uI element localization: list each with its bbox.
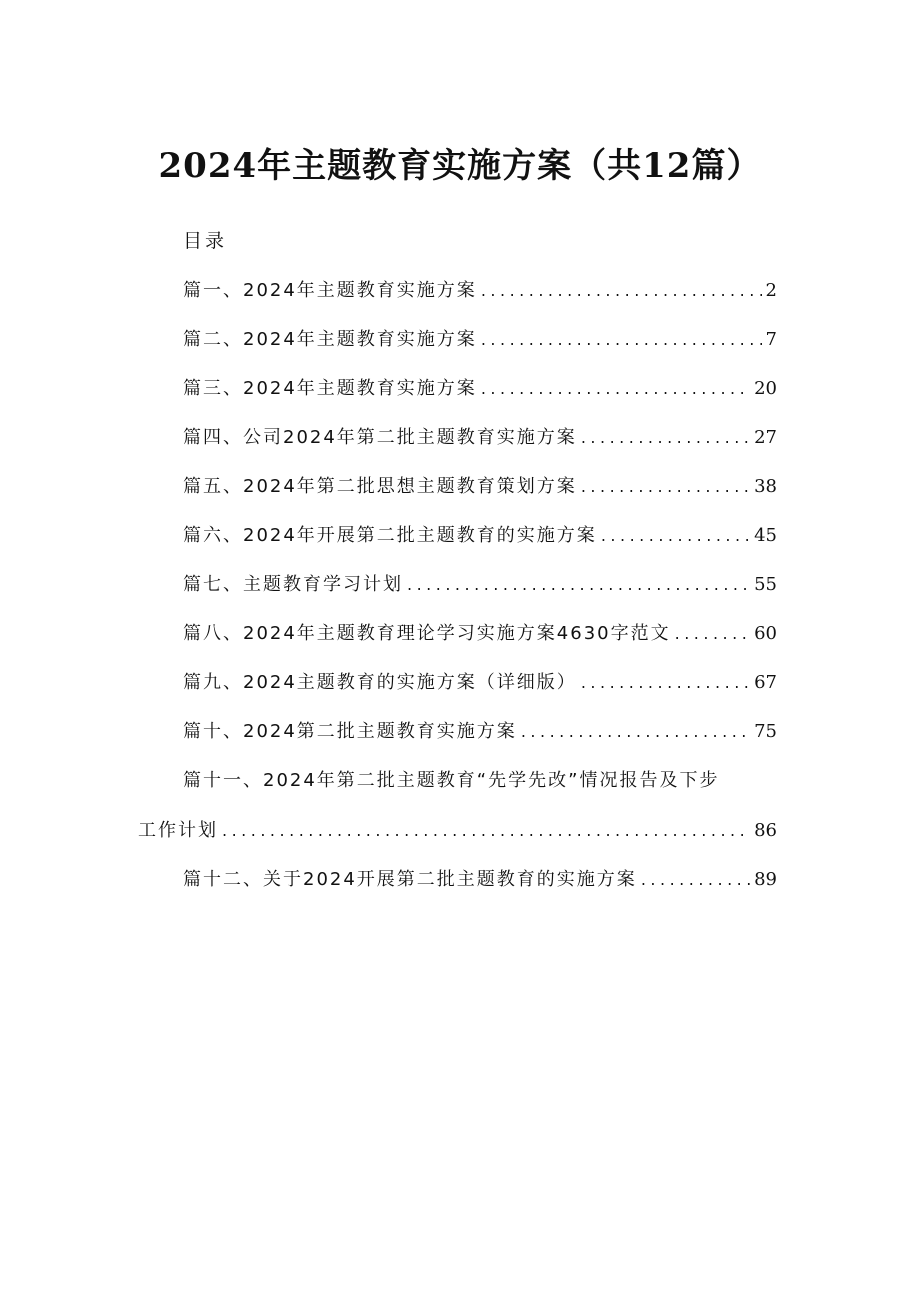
toc-entry[interactable] xyxy=(183,717,777,747)
toc-leader-dots xyxy=(581,673,750,692)
toc-entry-page: 89 xyxy=(754,869,777,890)
toc-leader-dots xyxy=(641,870,750,889)
toc-leader-dots xyxy=(407,575,750,594)
toc-entry-page: 38 xyxy=(754,476,777,497)
toc-entry-title: 篇七、主题教育学习计划 xyxy=(183,574,403,595)
toc-entry-page: 60 xyxy=(754,623,777,644)
toc-entry-title: 篇一、2024年主题教育实施方案 xyxy=(183,280,477,301)
toc-entry-title: 篇四、公司2024年第二批主题教育实施方案 xyxy=(183,427,577,448)
toc-entry[interactable] xyxy=(183,423,777,453)
toc-entry[interactable] xyxy=(183,668,777,698)
toc-entry[interactable] xyxy=(183,521,777,551)
toc-leader-dots xyxy=(581,477,750,496)
toc-entry-page: 7 xyxy=(765,329,777,350)
toc-leader-dots xyxy=(601,526,750,545)
toc-entry[interactable] xyxy=(183,325,777,355)
toc-entry[interactable] xyxy=(138,816,777,846)
toc-entry-title-line2: 工作计划 xyxy=(138,820,218,841)
toc-entry-page: 55 xyxy=(754,574,777,595)
toc-entry-title-line1[interactable]: 篇十一、2024年第二批主题教育“先学先改”情况报告及下步 xyxy=(183,770,720,791)
toc-entry-title: 篇十、2024第二批主题教育实施方案 xyxy=(183,721,517,742)
toc-entry-page: 27 xyxy=(754,427,777,448)
toc-entry-page: 2 xyxy=(765,280,777,301)
toc-entry-title: 篇六、2024年开展第二批主题教育的实施方案 xyxy=(183,525,597,546)
toc-entry-title: 篇八、2024年主题教育理论学习实施方案4630字范文 xyxy=(183,623,671,644)
toc-leader-dots xyxy=(481,330,762,349)
document-title: 2024年主题教育实施方案（共12篇） xyxy=(158,146,762,186)
toc-entry[interactable] xyxy=(183,276,777,306)
toc-entry[interactable] xyxy=(183,374,777,404)
toc-entry-page: 45 xyxy=(754,525,777,546)
toc-entry-page: 20 xyxy=(754,378,777,399)
toc-entry[interactable] xyxy=(183,472,777,502)
toc-entry-title: 篇三、2024年主题教育实施方案 xyxy=(183,378,477,399)
toc-entry-title: 篇九、2024主题教育的实施方案（详细版） xyxy=(183,672,577,693)
toc-entry-title: 篇十二、关于2024开展第二批主题教育的实施方案 xyxy=(183,869,637,890)
toc-leader-dots xyxy=(481,281,762,300)
toc-entry-page: 86 xyxy=(754,820,777,841)
toc-entry[interactable] xyxy=(183,619,777,649)
toc-leader-dots xyxy=(581,428,750,447)
toc-entry-page: 67 xyxy=(754,672,777,693)
toc-entry-title: 篇五、2024年第二批思想主题教育策划方案 xyxy=(183,476,577,497)
toc-entry-title: 篇二、2024年主题教育实施方案 xyxy=(183,329,477,350)
toc-heading: 目录 xyxy=(183,230,228,252)
toc-leader-dots xyxy=(675,624,750,643)
toc-entry[interactable] xyxy=(183,865,777,895)
toc-leader-dots xyxy=(481,379,750,398)
toc-entry-page: 75 xyxy=(754,721,777,742)
toc-leader-dots xyxy=(222,821,750,840)
toc-leader-dots xyxy=(521,722,750,741)
toc-entry[interactable] xyxy=(183,570,777,600)
